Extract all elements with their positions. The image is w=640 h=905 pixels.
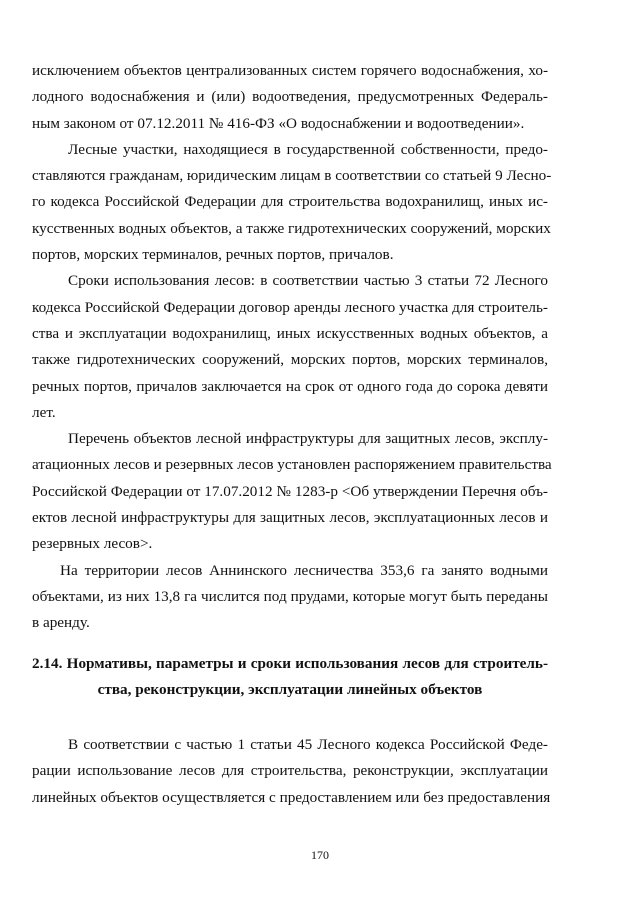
- paragraph: [32, 268, 548, 426]
- text-line: исключением объектов централизованных систем горячего водоснабжения, хо-: [32, 62, 548, 79]
- text-line: Сроки использования лесов: в соответствии частью 3 статьи 72 Лесного: [68, 272, 548, 290]
- text-line: лет.: [32, 403, 56, 421]
- body-text-top: [32, 58, 552, 637]
- text-line: кодекса Российской Федерации договор аренды лесного участка для строитель-: [32, 298, 548, 316]
- text-line: линейных объектов осуществляется с предоставлением или без предоставления: [32, 788, 551, 806]
- text-line: речных портов, причалов заключается на срок от одного года до сорока девяти: [32, 377, 548, 395]
- page-number: 170: [311, 848, 329, 862]
- text-line: также гидротехнических сооружений, морских портов, морских терминалов,: [32, 351, 548, 369]
- text-line: Перечень объектов лесной инфраструктуры для защитных лесов, эксплу-: [68, 430, 548, 448]
- text-line: го кодекса Российской Федерации для строительства водохранилищ, иных ис-: [32, 193, 548, 211]
- paragraph: [32, 58, 548, 137]
- text-line: объектами, из них 13,8 га числится под прудами, которые могут быть переданы: [32, 587, 548, 605]
- body-text-bottom: [32, 732, 551, 811]
- section-heading-line: ства, реконструкции, эксплуатации линейных объектов: [97, 681, 483, 699]
- text-line: атационных лесов и резервных лесов установлен распоряжением правительства: [32, 456, 552, 474]
- paragraph: [32, 137, 552, 268]
- text-line: рации использование лесов для строительства, реконструкции, эксплуатации: [32, 762, 548, 780]
- text-line: Лесные участки, находящиеся в государственной собственности, предо-: [68, 140, 548, 158]
- text-line: ставляются гражданам, юридическим лицам в соответствии со статьей 9 Лесно-: [32, 167, 552, 185]
- text-line: Российской Федерации от 17.07.2012 № 1283-р <Об утверждении Перечня объ-: [32, 482, 548, 500]
- text-line: В соответствии с частью 1 статьи 45 Лесного кодекса Российской Феде-: [68, 736, 548, 753]
- section-heading-line: 2.14. Нормативы, параметры и сроки использования лесов для строитель-: [32, 655, 548, 672]
- text-line: в аренду.: [32, 614, 90, 632]
- text-line: ства и эксплуатации водохранилищ, иных искусственных водных объектов, а: [32, 324, 548, 342]
- text-line: На территории лесов Аннинского лесничества 353,6 га занято водными: [60, 561, 548, 579]
- text-line: портов, морских терминалов, речных портов, причалов.: [32, 246, 394, 264]
- text-line: резервных лесов>.: [32, 535, 153, 553]
- text-line: ектов лесной инфраструктуры для защитных лесов, эксплуатационных лесов и: [32, 509, 548, 527]
- text-line: кусственных водных объектов, а также гидротехнических сооружений, морских: [32, 219, 551, 237]
- paragraph: [32, 558, 548, 637]
- paragraph: [32, 732, 551, 811]
- paragraph: [32, 426, 552, 557]
- text-line: ным законом от 07.12.2011 № 416-ФЗ «О водоснабжении и водоотведении».: [32, 114, 525, 132]
- section-heading: [32, 651, 548, 704]
- text-line: лодного водоснабжения и (или) водоотведения, предусмотренных Федераль-: [32, 88, 548, 106]
